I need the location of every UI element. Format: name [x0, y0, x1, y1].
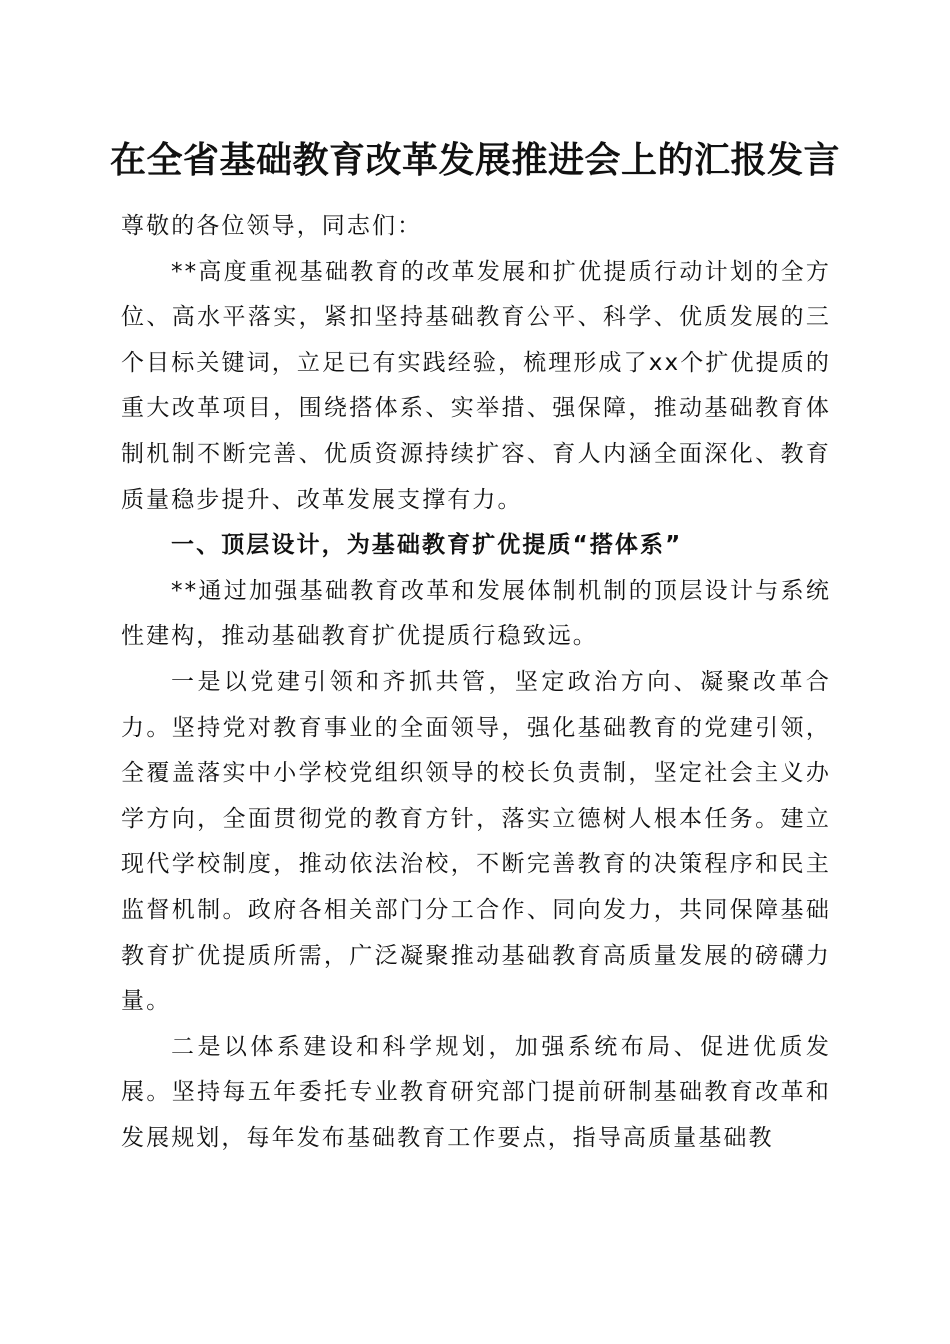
- item-two-paragraph: [121, 1025, 831, 1162]
- item-two-body: 坚持每五年委托专业教育研究部门提前研制基础教育改革和发展规划，每年发布基础教育工作要点，指导高质量基础教: [121, 1079, 831, 1151]
- item-one-paragraph: [121, 660, 831, 1025]
- document-title: 在全省基础教育改革发展推进会上的汇报发言: [109, 139, 840, 181]
- intro-paragraph: **高度重视基础教育的改革发展和扩优提质行动计划的全方位、高水平落实，紧扣坚持基础教育公平、科学、优质发展的三个目标关键词，立足已有实践经验，梳理形成了xx个扩优提质的重大改革项目，围绕搭体系、实举措、强保障，推动基础教育体制机制不断完善、优质资源持续扩容、育人内涵全面深化、教育质量稳步提升、改革发展支撑有力。: [121, 258, 831, 513]
- item-two-lead: 二是以体系建设和科学规划，加强系统布局、促进优质发展。: [121, 1033, 831, 1106]
- section-intro-paragraph: **通过加强基础教育改革和发展体制机制的顶层设计与系统性建构，推动基础教育扩优提质行稳致远。: [121, 577, 831, 650]
- greeting-paragraph: 尊敬的各位领导，同志们：: [121, 213, 423, 239]
- document-body: [121, 204, 831, 1161]
- item-one-body: 坚持党对教育事业的全面领导，强化基础教育的党建引领，全覆盖落实中小学校党组织领导的校长负责制，坚定社会主义办学方向，全面贯彻党的教育方针，落实立德树人根本任务。建立现代学校制度，推动依法治校，不断完善教育的决策程序和民主监督机制。政府各相关部门分工合作、同向发力，共同保障基础教育扩优提质所需，广泛凝聚推动基础教育高质量发展的磅礴力量。: [121, 714, 831, 1015]
- section-heading: 一、顶层设计，为基础教育扩优提质“搭体系”: [171, 532, 683, 559]
- item-one-lead: 一是以党建引领和齐抓共管，坚定政治方向、凝聚改革合力。: [121, 668, 831, 741]
